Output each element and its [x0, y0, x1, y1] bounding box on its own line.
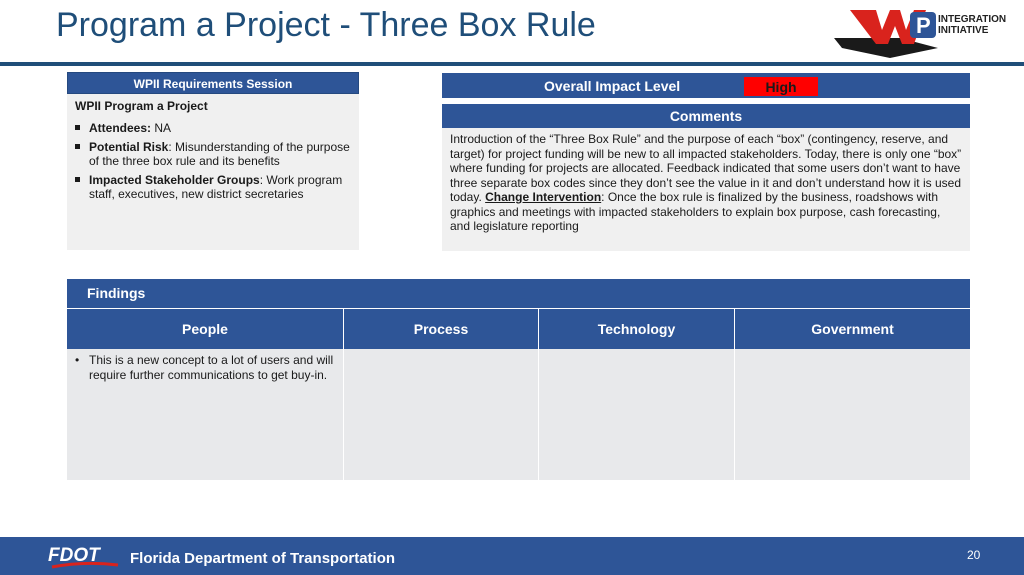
- impact-level-badge: High: [744, 77, 818, 96]
- requirements-subtitle: WPII Program a Project: [75, 99, 208, 113]
- bullet-icon: [75, 144, 80, 149]
- comments-header: Comments: [442, 104, 970, 128]
- comments-body: Introduction of the “Three Box Rule” and the purpose of each “box” (contingency, reserve, and target) for project funding will be new to all impacted stakeholders. Today, there is only one “box” where funding for projects are allocated. Feedback indicated that some users don’t want to have three separate box codes since they don’t see the value in it and don’t understand how it is used today. Change Intervention: Once the box rule is finalized by the business, roadshows with graphics and meetings with impacted stakeholders to explain box purpose, cash forecasting, and legislature reporting: [450, 132, 962, 233]
- list-item: Attendees: NA: [75, 121, 351, 135]
- title-divider: [0, 62, 1024, 66]
- footer-bar: [0, 537, 1024, 575]
- government-cell: [735, 349, 970, 480]
- impact-bar: [442, 73, 970, 98]
- people-cell: [67, 349, 344, 480]
- page-number: 20: [967, 548, 981, 562]
- findings-header: Findings: [67, 279, 970, 308]
- wpii-logo: [830, 4, 1020, 60]
- slide-title: Program a Project - Three Box Rule: [56, 6, 596, 44]
- process-cell: [344, 349, 539, 480]
- fdot-logo-icon: [48, 541, 124, 571]
- requirements-panel: [67, 72, 359, 250]
- list-item: Impacted Stakeholder Groups: Work program staff, executives, new district secretaries: [75, 173, 351, 201]
- requirements-header: WPII Requirements Session: [67, 72, 359, 94]
- column-header-process: Process: [344, 308, 539, 349]
- findings-table: [67, 279, 970, 480]
- column-header-technology: Technology: [539, 308, 735, 349]
- organization-name: Florida Department of Transportation: [130, 550, 396, 567]
- change-intervention-label: Change Intervention: [485, 190, 602, 204]
- column-header-people: People: [67, 308, 344, 349]
- impact-label: Overall Impact Level: [544, 78, 681, 94]
- logo-text: INTEGRATION INITIATIVE: [938, 14, 1007, 36]
- bullet-icon: •: [75, 353, 80, 367]
- requirements-list: [67, 121, 359, 201]
- list-item: Potential Risk: Misunderstanding of the purpose of the three box rule and its benefits: [75, 140, 351, 168]
- technology-cell: [539, 349, 735, 480]
- bullet-icon: [75, 177, 80, 182]
- svg-text:P: P: [916, 13, 931, 38]
- comments-panel: [442, 104, 970, 251]
- bullet-icon: [75, 125, 80, 130]
- list-item: • This is a new concept to a lot of users and will require further communications to get buy-in.: [75, 353, 334, 382]
- svg-text:FDOT: FDOT: [48, 545, 100, 566]
- column-header-government: Government: [735, 308, 970, 349]
